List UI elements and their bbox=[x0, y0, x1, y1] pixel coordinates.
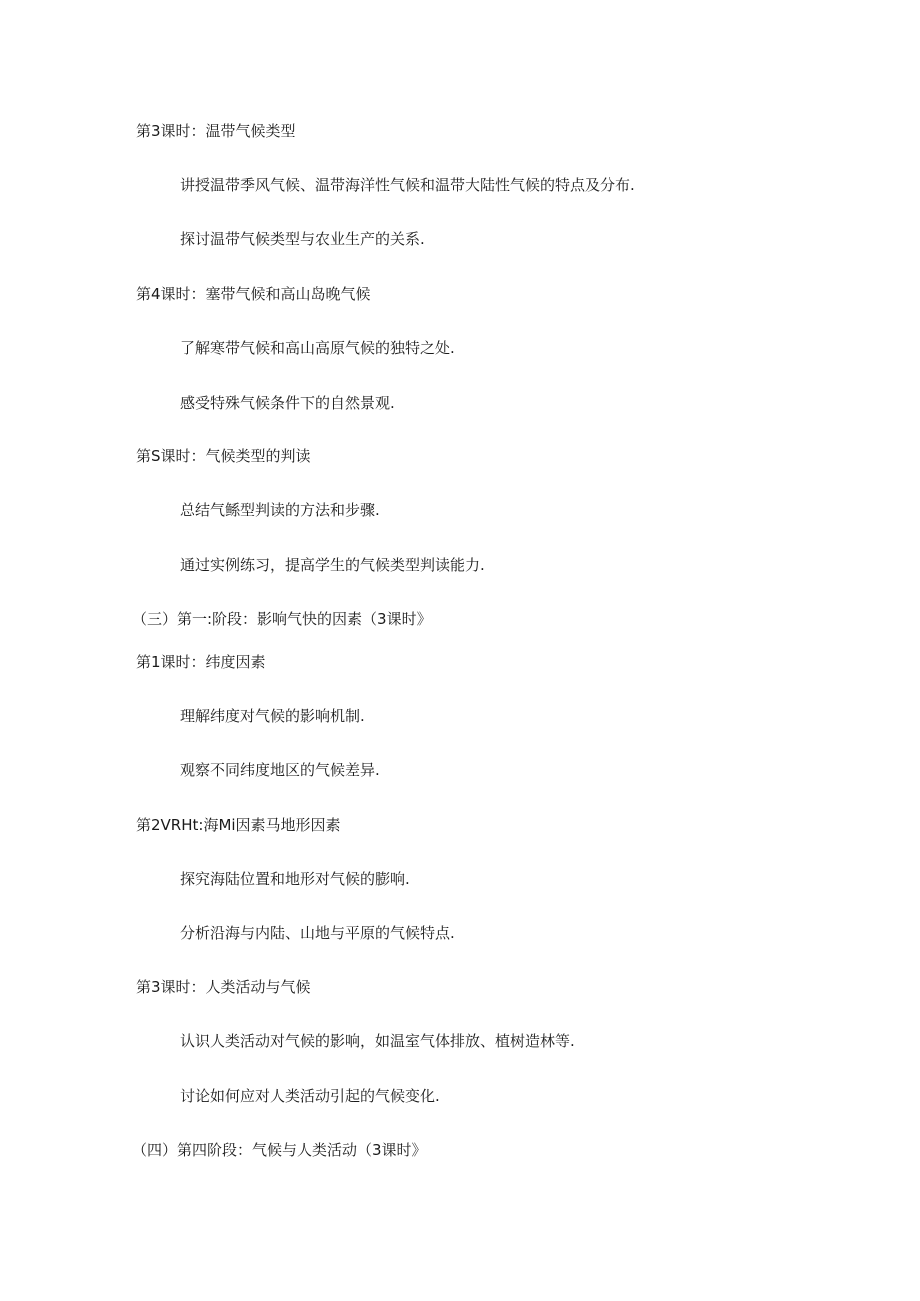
lesson-item: 探讨温带气候类型与农业生产的关系. bbox=[180, 230, 425, 248]
lesson-heading: 第2VRHt:海Mi因素马地形因素 bbox=[136, 816, 341, 834]
lesson-heading: 第3课时：人类活动与气候 bbox=[136, 978, 311, 996]
lesson-heading: 第3课时：温带气候类型 bbox=[136, 122, 296, 140]
lesson-item: 通过实例练习，提高学生的气候类型判读能力. bbox=[180, 556, 485, 574]
stage-heading: （四）第四阶段：气候与人类活动（3课时》 bbox=[132, 1141, 427, 1159]
lesson-item: 了解寒带气候和高山高原气候的独特之处. bbox=[180, 339, 455, 357]
stage-heading: （三）第一:阶段：影响气快的因素（3课时》 bbox=[132, 610, 432, 628]
lesson-item: 认识人类活动对气候的影响，如温室气体排放、植树造林等. bbox=[180, 1032, 575, 1050]
lesson-item: 感受特殊气候条件下的自然景观. bbox=[180, 394, 395, 412]
lesson-item: 探究海陆位置和地形对气候的膨响. bbox=[180, 870, 410, 888]
lesson-item: 讲授温带季风气候、温带海洋性气候和温带大陆性气候的特点及分布. bbox=[180, 176, 635, 194]
lesson-heading: 第4课时：塞带气候和高山岛晚气候 bbox=[136, 285, 371, 303]
lesson-item: 总结气鲧型判读的方法和步骤. bbox=[180, 501, 380, 519]
lesson-heading: 第S课时：气候类型的判读 bbox=[136, 447, 311, 465]
lesson-item: 讨论如何应对人类活动引起的气候变化. bbox=[180, 1087, 440, 1105]
lesson-heading: 第1课时：纬度因素 bbox=[136, 653, 266, 671]
lesson-item: 分析沿海与内陆、山地与平原的气候特点. bbox=[180, 924, 455, 942]
lesson-item: 观察不同纬度地区的气候差异. bbox=[180, 761, 380, 779]
lesson-item: 理解纬度对气候的影响机制. bbox=[180, 707, 365, 725]
